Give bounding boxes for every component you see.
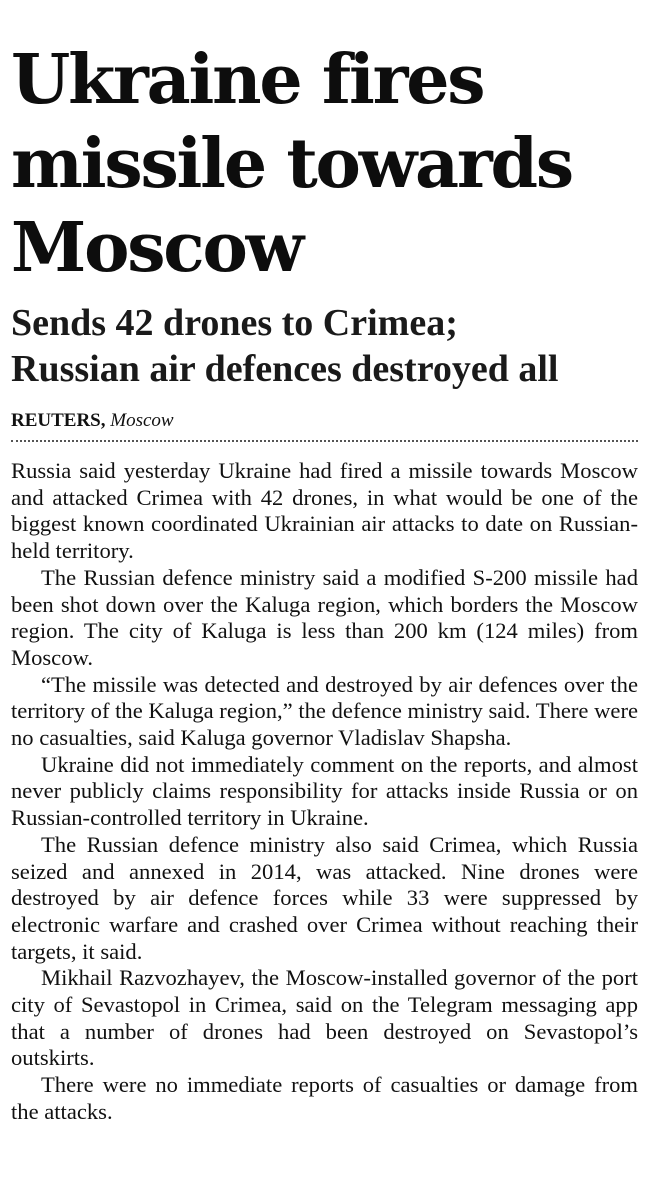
paragraph: Ukraine did not immediately comment on the reports, and almost never publicly claims responsibility for attacks inside Russia or on Russian-controlled territory in Ukraine.	[11, 751, 638, 831]
subheadline-line: Sends 42 drones to Crimea;	[11, 302, 458, 344]
paragraph: “The missile was detected and destroyed by air defences over the territory of the Kaluga region,” the defence ministry said. There were no casualties, said Kaluga governor Vladislav Shapsha.	[11, 671, 638, 751]
paragraph: The Russian defence ministry also said Crimea, which Russia seized and annexed in 2014, was attacked. Nine drones were destroyed by air defence forces while 33 were suppressed by electronic warfare and crashed over Crimea without reaching their targets, it said.	[11, 831, 638, 964]
news-article	[11, 0, 638, 1126]
headline	[11, 0, 638, 290]
headline-line: Moscow	[11, 208, 303, 288]
headline-line: Ukraine fires	[11, 40, 484, 120]
byline-agency: REUTERS,	[11, 410, 106, 431]
article-body	[11, 458, 638, 1126]
paragraph: Mikhail Razvozhayev, the Moscow-installed governor of the port city of Sevastopol in Crimea, said on the Telegram messaging app that a number of drones had been destroyed on Sevastopol’s outskirts.	[11, 965, 638, 1071]
subheadline	[11, 300, 638, 392]
subheadline-line: Russian air defences destroyed all	[11, 348, 559, 390]
byline	[11, 410, 638, 432]
paragraph: Russia said yesterday Ukraine had fired a missile towards Moscow and attacked Crimea with 42 drones, in what would be one of the biggest known coordinated Ukrainian air attacks to date on Russian-held territory.	[11, 458, 638, 564]
paragraph: The Russian defence ministry said a modified S-200 missile had been shot down over the Kaluga region, which borders the Moscow region. The city of Kaluga is less than 200 km (124 miles) from Moscow.	[11, 564, 638, 670]
dotted-divider	[11, 440, 638, 442]
byline-place: Moscow	[110, 410, 174, 431]
headline-line: missile towards	[11, 124, 572, 204]
paragraph: There were no immediate reports of casualties or damage from the attacks.	[11, 1072, 638, 1124]
